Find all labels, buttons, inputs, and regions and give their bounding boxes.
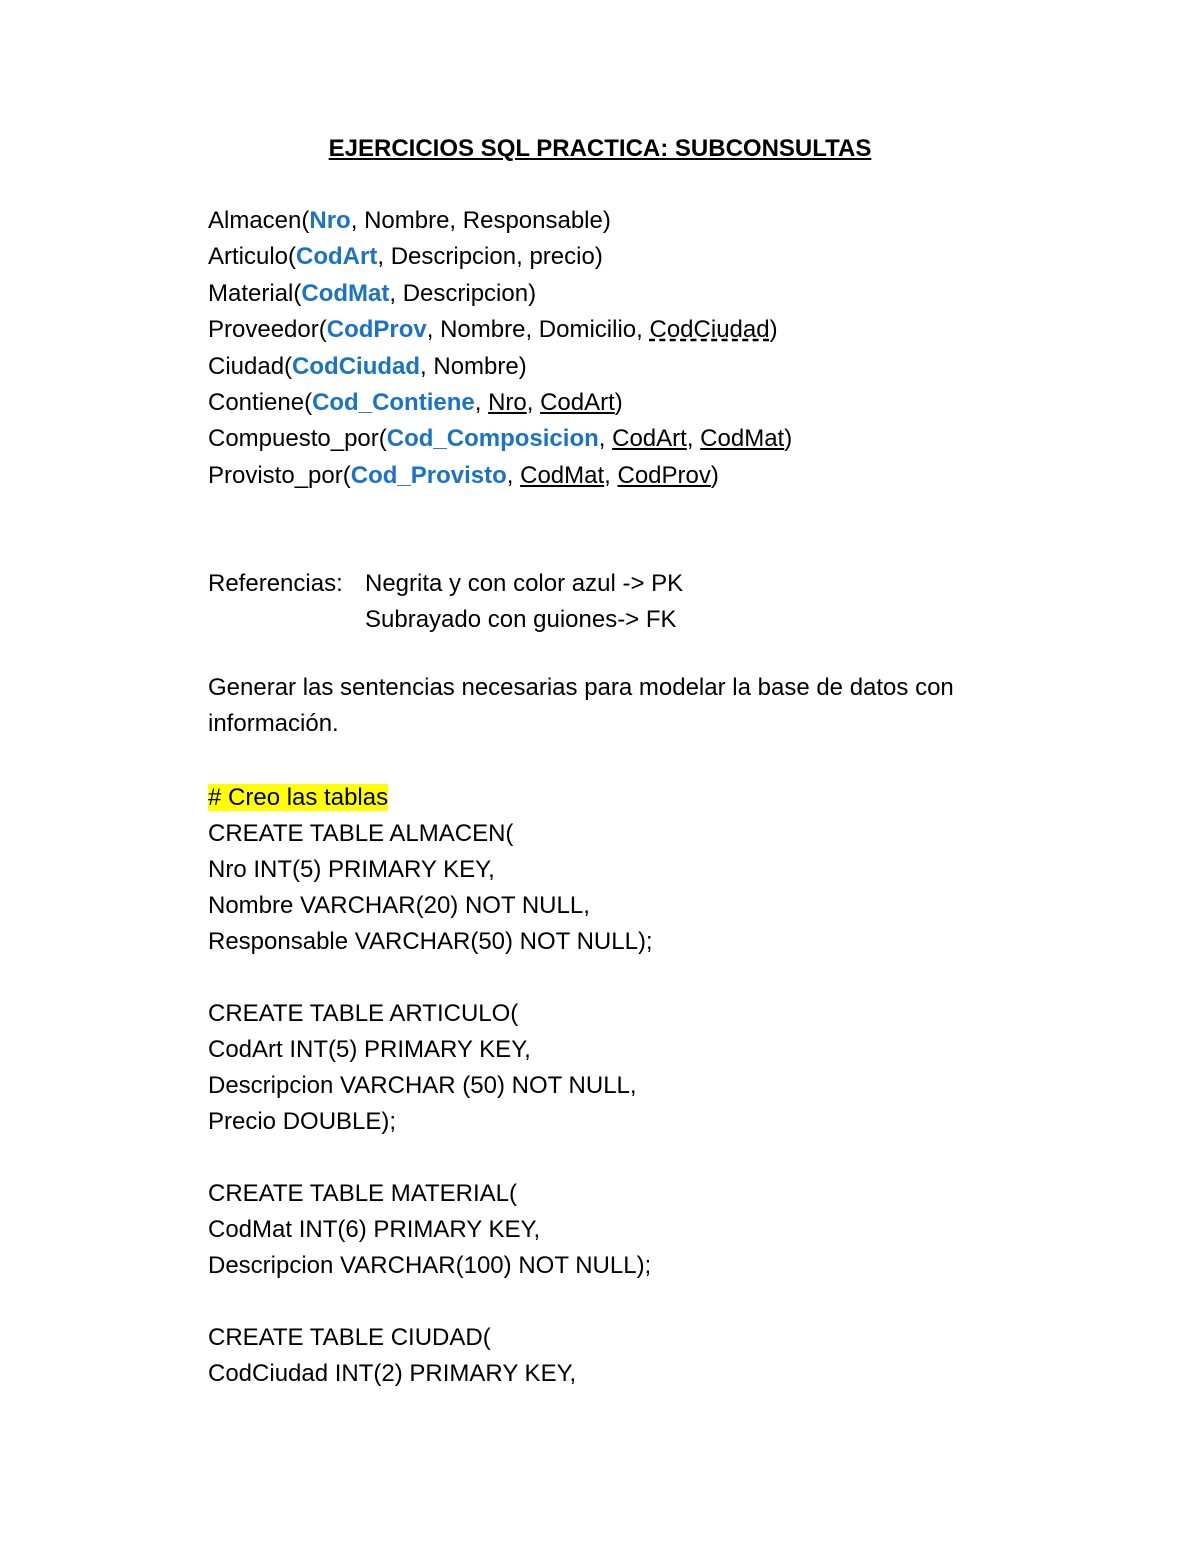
code-listing [208,780,653,1392]
schema-line-almacen: Almacen(Nro, Nombre, Responsable) [208,207,611,234]
references-fk-note: Subrayado con guiones-> FK [365,606,677,633]
foreign-key: CodMat [700,425,785,453]
table-name: Articulo( [208,243,297,271]
references [208,566,683,638]
code-line: CodCiudad INT(2) PRIMARY KEY, [208,1360,577,1387]
code-line: Nro INT(5) PRIMARY KEY, [208,856,495,883]
references-fk-line [208,602,683,638]
field-name: precio [529,243,595,271]
schema-line-articulo: Articulo(CodArt, Descripcion, precio) [208,243,603,271]
schema-list [208,203,792,494]
foreign-key: CodMat [520,461,605,489]
code-blank-line [208,1140,653,1176]
instruction-text: Generar las sentencias necesarias para modelar la base de datos con información. [208,674,954,737]
primary-key: CodArt [296,243,378,271]
code-line: CodMat INT(6) PRIMARY KEY, [208,1216,541,1243]
schema-line-contiene: Contiene(Cod_Contiene, Nro, CodArt) [208,388,623,416]
code-line: CodArt INT(5) PRIMARY KEY, [208,1036,531,1063]
foreign-key: CodArt [612,425,687,453]
foreign-key: CodArt [540,388,615,416]
primary-key: CodMat [301,279,390,307]
code-blank-line [208,960,653,996]
schema-line-ciudad: Ciudad(CodCiudad, Nombre) [208,352,527,380]
table-name: Almacen( [208,207,310,234]
table-name: Contiene( [208,388,313,416]
foreign-key: Nro [488,388,527,416]
field-name: Descripcion [402,279,529,307]
primary-key: Nro [309,207,351,234]
code-line: CREATE TABLE ARTICULO( [208,1000,519,1027]
field-name: Responsable [462,207,603,234]
code-line: Precio DOUBLE); [208,1108,397,1135]
code-line: CREATE TABLE MATERIAL( [208,1180,517,1207]
primary-key: Cod_Composicion [386,425,599,453]
primary-key: Cod_Provisto [350,461,507,489]
schema-line-provisto_por: Provisto_por(Cod_Provisto, CodMat, CodProv) [208,461,719,489]
field-name: Domicilio [538,316,637,344]
code-line: Responsable VARCHAR(50) NOT NULL); [208,928,653,955]
table-name: Ciudad( [208,352,293,380]
references-label: Referencias: [208,570,343,597]
code-comment: # Creo las tablas [208,784,389,811]
table-name: Provisto_por( [208,461,351,489]
table-name: Proveedor( [208,316,327,344]
references-pk-note: Negrita y con color azul -> PK [365,570,684,597]
code-line: CREATE TABLE CIUDAD( [208,1324,491,1351]
schema-line-proveedor: Proveedor(CodProv, Nombre, Domicilio, CodCiudad) [208,316,778,344]
schema-line-compuesto_por: Compuesto_por(Cod_Composicion, CodArt, CodMat) [208,425,793,453]
field-name: Descripcion [390,243,517,271]
schema-line-material: Material(CodMat, Descripcion) [208,279,537,307]
code-line: Descripcion VARCHAR (50) NOT NULL, [208,1072,637,1099]
field-name: Nombre [433,352,519,380]
primary-key: CodCiudad [292,352,421,380]
code-line: CREATE TABLE ALMACEN( [208,820,514,847]
code-line: Nombre VARCHAR(20) NOT NULL, [208,892,590,919]
table-name: Material( [208,279,302,307]
foreign-key: CodCiudad [649,316,770,344]
primary-key: Cod_Contiene [312,388,475,416]
code-line: Descripcion VARCHAR(100) NOT NULL); [208,1252,652,1279]
foreign-key: CodProv [617,461,711,489]
code-blank-line [208,1284,653,1320]
code-comment-line [208,780,653,816]
table-name: Compuesto_por( [208,425,387,453]
references-pk-line [208,566,683,602]
field-name: Nombre [364,207,450,234]
primary-key: CodProv [326,316,427,344]
page-title: EJERCICIOS SQL PRACTICA: SUBCONSULTAS [328,135,872,162]
field-name: Nombre [440,316,526,344]
